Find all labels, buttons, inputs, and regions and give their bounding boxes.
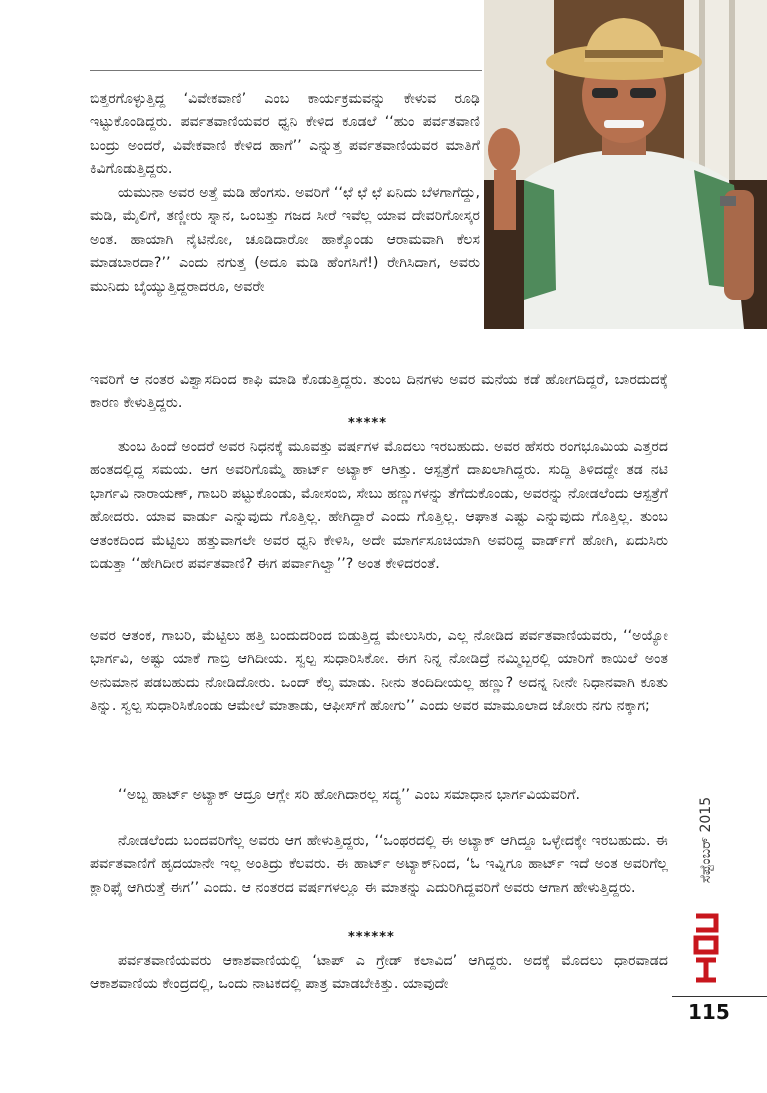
paragraph-2a: ಯಮುನಾ ಅವರ ಅತ್ತೆ ಮಡಿ ಹೆಂಗಸು. ಅವರಿಗೆ ‘‘ಛೆ ಛೆ ಛೆ ಏನಿದು ಬೆಳಗಾಗೆದ್ದು, ಮಡಿ, ಮೈಲಿಗೆ, ತಣ್ಣೀರು ಸ್ನಾನ, ಒಂಬತ್ತು ಗಜದ ಸೀರೆ ಇವೆಲ್ಲ ಯಾವ ದೇವರಿಗೋಸ್ಕರ ಅಂತ. ಹಾಯಾಗಿ ನೈಟಿನೋ, ಚೂಡಿದಾರೋ ಹಾಕ್ಕೊಂಡು ಆರಾಮವಾಗಿ ಕೆಲಸ ಮಾಡಬಾರದಾ?’’ ಎಂದು ನಗುತ್ತ (ಅದೂ ಮಡಿ ಹೆಂಗಸಿಗೆ!) ರೇಗಿಸಿದಾಗ, ಅವರು ಮುನಿದು ಬೈಯ್ಯುತ್ತಿದ್ದರಾದರೂ, ಅವರೇ xyxy=(90,185,480,295)
page-number-rule xyxy=(672,996,767,997)
magazine-logo xyxy=(692,912,720,984)
header-rule xyxy=(90,70,482,71)
paragraph-5: ‘‘ಅಬ್ಬ ಹಾರ್ಟ್ ಅಟ್ಯಾಕ್ ಆದ್ರೂ ಆಗ್ಲೇ ಸರಿ ಹೋಗಿದಾರಲ್ಲ ಸದ್ಯ’’ ಎಂಬ ಸಮಾಧಾನ ಭಾರ್ಗವಿಯವರಿಗೆ. xyxy=(118,787,581,803)
issue-label xyxy=(695,778,717,902)
logo-glyphs xyxy=(692,912,720,984)
paragraph-6: ನೋಡಲೆಂದು ಬಂದವರಿಗೆಲ್ಲ ಅವರು ಆಗ ಹೇಳುತ್ತಿದ್ದರು, ‘‘ಒಂಥರದಲ್ಲಿ ಈ ಅಟ್ಯಾಕ್ ಆಗಿದ್ದೂ ಒಳ್ಳೇದಕ್ಕೇ ಇರಬಹುದು. ಈ ಪರ್ವತವಾಣಿಗೆ ಹೃದಯಾನೇ ಇಲ್ಲ ಅಂತಿದ್ರು ಕೆಲವರು. ಈ ಹಾರ್ಟ್ ಅಟ್ಯಾಕ್‌ನಿಂದ, ‘ಓ ಇವ್ನಿಗೂ ಹಾರ್ಟ್ ಇದೆ ಅಂತ ಅವರಿಗೆಲ್ಲ ಕ್ಲಾರಿಫೈ ಆಗಿರುತ್ತೆ ಈಗ’’ ಎಂದು. ಆ ನಂತರದ ವರ್ಷಗಳಲ್ಲೂ ಈ ಮಾತನ್ನು ಎದುರಿಗಿದ್ದವರಿಗೆ ಅವರು ಆಗಾಗ ಹೇಳುತ್ತಿದ್ದರು. xyxy=(90,833,668,896)
paragraph-7: ಪರ್ವತವಾಣಿಯವರು ಆಕಾಶವಾಣಿಯಲ್ಲಿ ‘ಟಾಪ್ ಎ ಗ್ರೇಡ್ ಕಲಾವಿದ’ ಆಗಿದ್ದರು. ಅದಕ್ಕೆ ಮೊದಲು ಧಾರವಾಡದ ಆಕಾಶವಾಣಿಯ ಕೇಂದ್ರದಲ್ಲಿ, ಒಂದು ನಾಟಕದಲ್ಲಿ ಪಾತ್ರ ಮಾಡಬೇಕಿತ್ತು. ಯಾವುದೇ xyxy=(90,953,668,993)
section-separator-2: ****** xyxy=(348,930,395,945)
paragraph-4: ಅವರ ಆತಂಕ, ಗಾಬರಿ, ಮೆಟ್ಟಿಲು ಹತ್ತಿ ಬಂದುದರಿಂದ ಬಿಡುತ್ತಿದ್ದ ಮೇಲುಸಿರು, ಎಲ್ಲ ನೋಡಿದ ಪರ್ವತವಾಣಿಯವರು, ‘‘ಅಯ್ಯೋ ಭಾರ್ಗವಿ, ಅಷ್ಟು ಯಾಕೆ ಗಾಬ್ರಿ ಆಗಿದೀಯ. ಸ್ವಲ್ಪ ಸುಧಾರಿಸಿಕೋ. ಈಗ ನಿನ್ನ ನೋಡಿದ್ರೆ ನಮ್ಮಿಬ್ಬರಲ್ಲಿ ಯಾರಿಗೆ ಕಾಯಿಲೆ ಅಂತ ಅನುಮಾನ ಪಡಬಹುದು ನೋಡಿದೋರು. ಒಂದ್ ಕೆಲ್ಸ ಮಾಡು. ನೀನು ತಂದಿದೀಯಲ್ಲ ಹಣ್ಣು? ಅದನ್ನ ನೀನೇ ನಿಧಾನವಾಗಿ ಕೂತು ತಿನ್ನು. ಸ್ವಲ್ಪ ಸುಧಾರಿಸಿಕೊಂಡು ಆಮೇಲೆ ಮಾತಾಡು, ಆಫೀಸ್‌ಗೆ ಹೋಗು’’ ಎಂದು ಅವರ ಮಾಮೂಲಾದ ಜೋರು ನಗು ನಕ್ಕಾಗ; xyxy=(90,628,668,715)
issue-date: ಸೆಪ್ಟೆಂಬರ್ 2015 xyxy=(698,796,714,884)
paragraph-3: ತುಂಬ ಹಿಂದೆ ಅಂದರೆ ಅವರ ನಿಧನಕ್ಕೆ ಮೂವತ್ತು ವರ್ಷಗಳ ಮೊದಲು ಇರಬಹುದು. ಅವರ ಹೆಸರು ರಂಗಭೂಮಿಯ ಎತ್ತರದ ಹಂತದಲ್ಲಿದ್ದ ಸಮಯ. ಆಗ ಅವರಿಗೊಮ್ಮೆ ಹಾರ್ಟ್ ಅಟ್ಯಾಕ್ ಆಗಿತ್ತು. ಆಸ್ಪತ್ರೆಗೆ ದಾಖಲಾಗಿದ್ದರು. ಸುದ್ದಿ ತಿಳಿದದ್ದೇ ತಡ ನಟಿ ಭಾರ್ಗವಿ ನಾರಾಯಣ್, ಗಾಬರಿ ಪಟ್ಟುಕೊಂಡು, ಮೋಸಂಬಿ, ಸೇಬು ಹಣ್ಣುಗಳನ್ನು ತೆಗೆದುಕೊಂಡು, ಅವರನ್ನು ನೋಡಲೆಂದು ಆಸ್ಪತ್ರೆಗೆ ಹೋದರು. ಯಾವ ವಾರ್ಡು ಎನ್ನುವುದು ಗೊತ್ತಿಲ್ಲ. ಹೇಗಿದ್ದಾರೆ ಎಂದು ಗೊತ್ತಿಲ್ಲ. ಆಘಾತ ಎಷ್ಟು ಎನ್ನುವುದು ಗೊತ್ತಿಲ್ಲ. ತುಂಬ ಆತಂಕದಿಂದ ಮೆಟ್ಟಿಲು ಹತ್ತುವಾಗಲೇ ಅವರ ಧ್ವನಿ ಕೇಳಿಸಿ, ಅದೇ ಮಾರ್ಗಸೂಚಿಯಾಗಿ ಅವರಿದ್ದ ವಾರ್ಡ್‌ಗೆ ಹೋಗಿ, ಏದುಸಿರು ಬಿಡುತ್ತಾ ‘‘ಹೇಗಿದೀರ ಪರ್ವತವಾಣಿ? ಈಗ ಪರ್ವಾಗಿಲ್ವಾ’’? ಅಂತ ಕೇಳಿದರಂತೆ. xyxy=(90,439,668,573)
section-separator-1: ***** xyxy=(348,416,387,431)
paragraph-1: ಬಿತ್ತರಗೊಳ್ಳುತ್ತಿದ್ದ ‘ವಿವೇಕವಾಣಿ’ ಎಂಬ ಕಾರ್ಯಕ್ರಮವನ್ನು ಕೇಳುವ ರೂಢಿ ಇಟ್ಟುಕೊಂಡಿದ್ದರು. ಪರ್ವತವಾಣಿಯವರ ಧ್ವನಿ ಕೇಳಿದ ಕೂಡಲೆ ‘‘ಹುಂ ಪರ್ವತವಾಣಿ ಬಂದ್ರು ಅಂದರೆ, ವಿವೇಕವಾಣಿ ಕೇಳಿದ ಹಾಗೆ’’ ಎನ್ನುತ್ತ ಪರ್ವತವಾಣಿಯವರ ಮಾತಿಗೆ ಕಿವಿಗೊಡುತ್ತಿದ್ದರು. xyxy=(90,91,480,178)
paragraph-2b: ಇವರಿಗೆ ಆ ನಂತರ ವಿಶ್ವಾಸದಿಂದ ಕಾಫಿ ಮಾಡಿ ಕೊಡುತ್ತಿದ್ದರು. ತುಂಬ ದಿನಗಳು ಅವರ ಮನೆಯ ಕಡೆ ಹೋಗದಿದ್ದರೆ, ಬಾರದುದಕ್ಕೆ ಕಾರಣ ಕೇಳುತ್ತಿದ್ದರು. xyxy=(90,372,668,412)
page-number: 115 xyxy=(688,1000,730,1024)
